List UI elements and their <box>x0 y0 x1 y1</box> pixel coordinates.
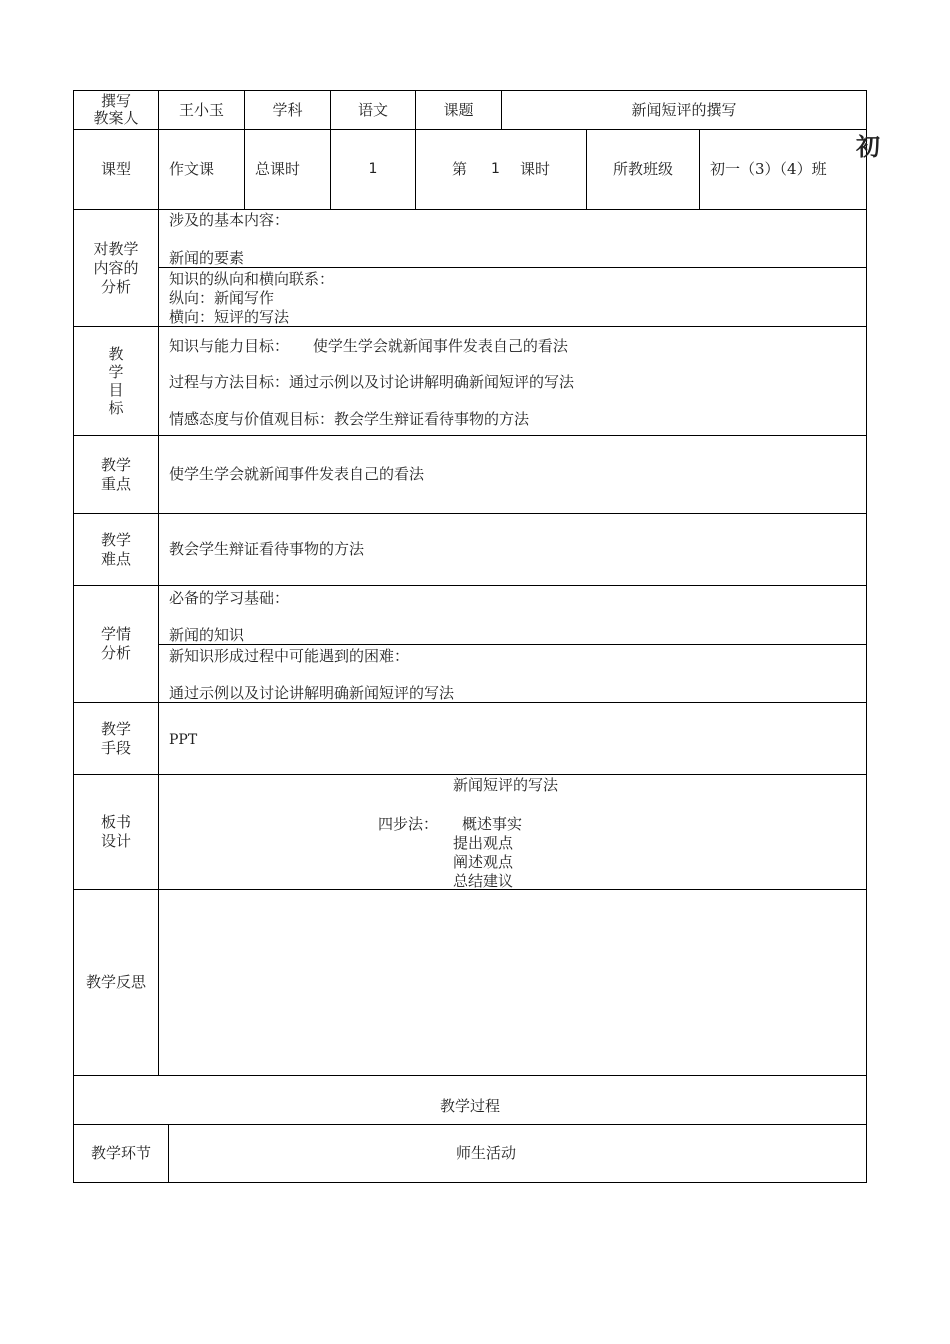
reflection-label: 教学反思 <box>85 973 146 991</box>
means-text: PPT <box>169 732 198 748</box>
author-label: 撰写 教案人 <box>93 92 139 127</box>
period-cell <box>416 130 586 209</box>
board-title: 新闻短评的写法 <box>453 776 559 794</box>
total-hours-label: 总课时 <box>255 160 301 178</box>
activity-label: 师生活动 <box>455 1144 516 1162</box>
total-hours-value: 1 <box>368 161 378 177</box>
type-label: 课型 <box>100 160 131 178</box>
period-prefix: 第 <box>452 160 468 178</box>
difficulty-label: 教学 难点 <box>100 530 131 568</box>
means-label: 教学 手段 <box>100 719 131 757</box>
content-analysis-label: 对教学 内容的 分析 <box>93 239 139 296</box>
board-method-label: 四步法： <box>378 815 439 833</box>
topic-label: 课题 <box>443 100 474 119</box>
period-suffix: 课时 <box>519 160 550 178</box>
stray-character: 初 <box>856 132 880 161</box>
type-value: 作文课 <box>169 160 215 178</box>
basic-content-title: 涉及的基本内容： <box>169 211 290 229</box>
board-design-label: 板书 设计 <box>100 813 131 850</box>
objective-process: 过程与方法目标：通过示例以及讨论讲解明确新闻短评的写法 <box>169 373 575 391</box>
knowledge-vertical: 纵向：新闻写作 <box>169 289 275 307</box>
objective-knowledge: 知识与能力目标： 使学生学会就新闻事件发表自己的看法 <box>169 337 568 355</box>
knowledge-horizontal: 横向：短评的写法 <box>169 308 290 326</box>
class-value: 初一（3）（4）班 <box>710 160 827 178</box>
knowledge-links-title: 知识的纵向和横向联系： <box>169 270 335 288</box>
key-point-label: 教学 重点 <box>100 455 131 493</box>
board-step-2: 提出观点 <box>453 834 514 852</box>
author-value: 王小玉 <box>178 100 224 119</box>
objective-emotion: 情感态度与价值观目标：教会学生辩证看待事物的方法 <box>169 410 530 428</box>
objectives-label: 教 学 目 标 <box>108 345 124 417</box>
learning-basis-title: 必备的学习基础： <box>169 589 290 607</box>
learning-difficulty: 通过示例以及讨论讲解明确新闻短评的写法 <box>169 684 455 702</box>
basic-content: 新闻的要素 <box>169 249 245 267</box>
class-label: 所教班级 <box>612 160 673 178</box>
subject-label: 学科 <box>272 100 303 119</box>
board-step-4: 总结建议 <box>453 872 514 890</box>
period-number: 1 <box>491 161 500 177</box>
difficulty-text: 教会学生辩证看待事物的方法 <box>169 540 365 558</box>
learning-difficulty-title: 新知识形成过程中可能遇到的困难： <box>169 647 410 665</box>
learning-basis: 新闻的知识 <box>169 626 245 644</box>
board-step-1: 概述事实 <box>462 815 523 833</box>
process-title: 教学过程 <box>439 1096 500 1115</box>
key-point-text: 使学生学会就新闻事件发表自己的看法 <box>169 465 425 483</box>
stage-label: 教学环节 <box>90 1144 151 1162</box>
topic-value: 新闻短评的撰写 <box>631 100 737 119</box>
learner-analysis-label: 学情 分析 <box>100 625 131 662</box>
board-step-3: 阐述观点 <box>453 853 514 871</box>
subject-value: 语文 <box>357 100 388 119</box>
